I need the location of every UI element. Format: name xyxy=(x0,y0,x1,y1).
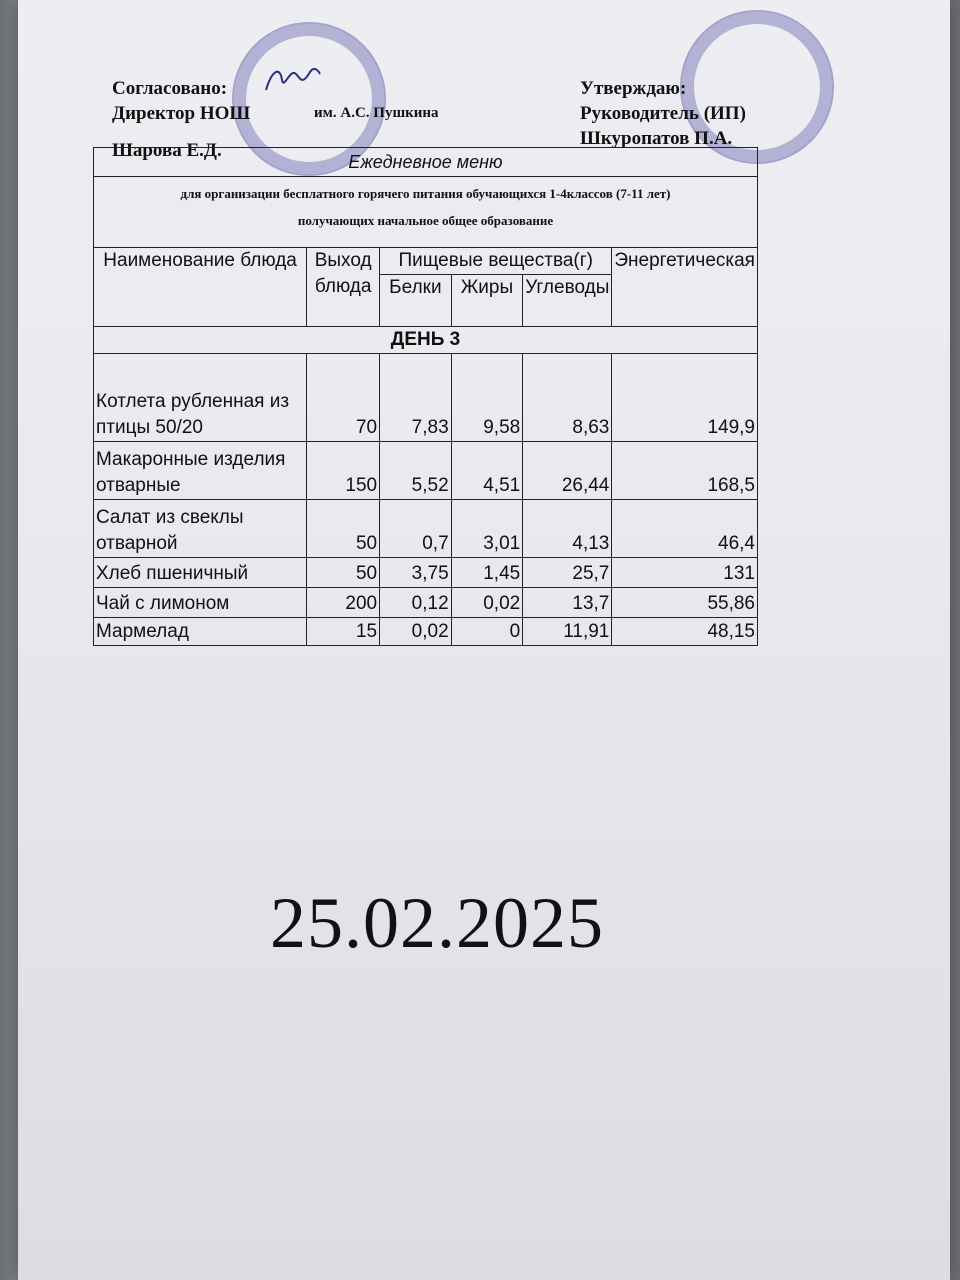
dish-carbs: 11,91 xyxy=(523,618,612,646)
dish-protein: 0,02 xyxy=(380,618,452,646)
table-row xyxy=(94,588,758,618)
manager-label: Руководитель (ИП) xyxy=(580,103,746,124)
dish-energy: 55,86 xyxy=(612,588,758,618)
dish-energy: 48,15 xyxy=(612,618,758,646)
dish-fat: 0,02 xyxy=(451,588,523,618)
menu-subtitle-line2: получающих начальное общее образование xyxy=(297,213,554,228)
dish-yield: 50 xyxy=(307,500,380,558)
dish-carbs: 13,7 xyxy=(523,588,612,618)
manager-name: Шкуропатов П.А. xyxy=(580,128,733,149)
school-name: им. А.С. Пушкина xyxy=(314,105,439,121)
table-row xyxy=(94,354,758,442)
dish-carbs: 26,44 xyxy=(523,442,612,500)
menu-subtitle xyxy=(94,177,758,248)
table-row xyxy=(94,500,758,558)
dish-energy: 46,4 xyxy=(612,500,758,558)
dish-fat: 4,51 xyxy=(451,442,523,500)
dish-yield: 70 xyxy=(307,354,380,442)
menu-subtitle-line1: для организации бесплатного горячего питания обучающихся 1-4классов (7-11 лет) xyxy=(180,186,671,201)
menu-table xyxy=(93,147,758,646)
dish-name: Чай с лимоном xyxy=(94,588,307,618)
dish-energy: 149,9 xyxy=(612,354,758,442)
menu-title: Ежедневное меню xyxy=(94,148,758,177)
dish-name: Хлеб пшеничный xyxy=(94,558,307,588)
dish-name: Салат из свеклы отварной xyxy=(94,500,307,558)
column-header-protein: Белки xyxy=(380,275,452,327)
column-header-nutrients: Пищевые вещества(г) xyxy=(380,248,612,275)
dish-name: Макаронные изделия отварные xyxy=(94,442,307,500)
dish-protein: 0,7 xyxy=(380,500,452,558)
dish-name: Мармелад xyxy=(94,618,307,646)
column-header-dish: Наименование блюда xyxy=(94,248,307,327)
director-label: Директор НОШ xyxy=(112,103,251,124)
table-row xyxy=(94,558,758,588)
dish-fat: 1,45 xyxy=(451,558,523,588)
approval-block xyxy=(580,76,840,151)
dish-energy: 131 xyxy=(612,558,758,588)
agreed-label: Согласовано: xyxy=(112,78,228,99)
menu-date: 25.02.2025 xyxy=(270,883,604,963)
dish-carbs: 8,63 xyxy=(523,354,612,442)
dish-yield: 15 xyxy=(307,618,380,646)
dish-yield: 200 xyxy=(307,588,380,618)
column-header-carbs: Углеводы xyxy=(523,275,612,327)
column-header-fat: Жиры xyxy=(451,275,523,327)
dish-yield: 150 xyxy=(307,442,380,500)
table-row xyxy=(94,618,758,646)
approve-label: Утверждаю: xyxy=(580,78,687,99)
dish-name: Котлета рубленная из птицы 50/20 xyxy=(94,354,307,442)
dish-protein: 5,52 xyxy=(380,442,452,500)
dish-fat: 3,01 xyxy=(451,500,523,558)
table-row xyxy=(94,442,758,500)
column-header-yield: Выход блюда xyxy=(307,248,380,327)
dish-protein: 0,12 xyxy=(380,588,452,618)
dish-carbs: 25,7 xyxy=(523,558,612,588)
dish-protein: 7,83 xyxy=(380,354,452,442)
day-label: ДЕНЬ 3 xyxy=(94,327,758,354)
dish-protein: 3,75 xyxy=(380,558,452,588)
director-name: Шарова Е.Д. xyxy=(112,140,222,161)
dish-fat: 0 xyxy=(451,618,523,646)
dish-carbs: 4,13 xyxy=(523,500,612,558)
dish-energy: 168,5 xyxy=(612,442,758,500)
dish-fat: 9,58 xyxy=(451,354,523,442)
column-header-energy: Энергетическая xyxy=(612,248,758,327)
dish-yield: 50 xyxy=(307,558,380,588)
